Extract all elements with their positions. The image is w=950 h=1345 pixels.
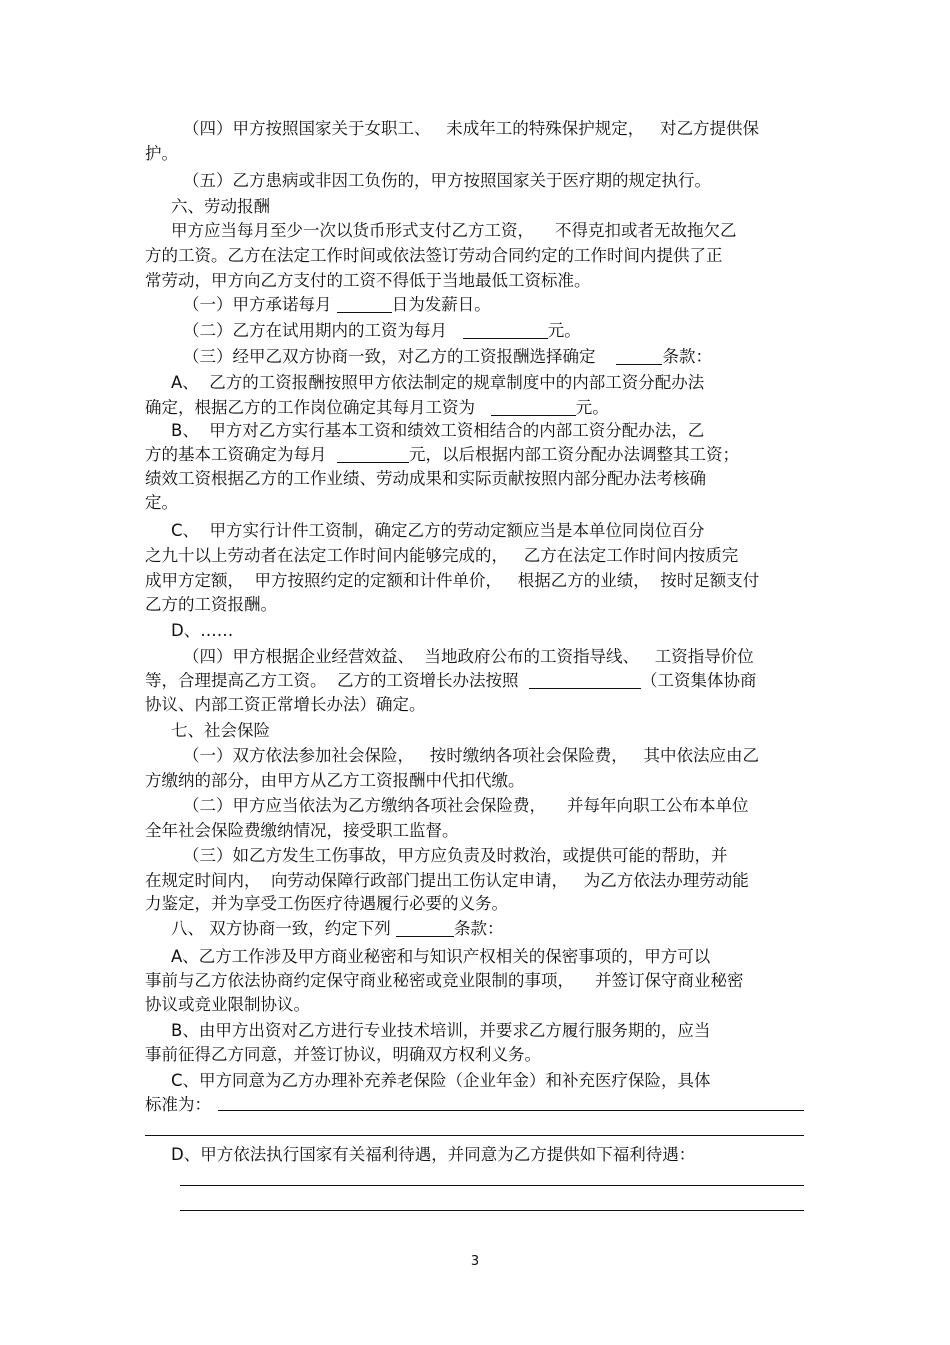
fill-line[interactable] [145,1135,804,1136]
paragraph-line: 乙方的工资报酬。 [145,595,277,614]
fill-blank[interactable] [337,446,409,463]
paragraph-line: 力鉴定，并为享受工伤医疗待遇履行必要的义务。 [145,894,508,913]
fill-line[interactable] [218,1110,804,1111]
paragraph-line: 标准为： [145,1095,211,1114]
section-heading: 六、劳动报酬 [171,197,270,216]
paragraph-line: 绩效工资根据乙方的工作业绩、劳动成果和实际贡献按照内部分配办法考核确 [145,469,706,488]
paragraph-line: （五）乙方患病或非因工负伤的，甲方按照国家关于医疗期的规定执行。 [183,171,711,190]
paragraph-line: C、 甲方实行计件工资制，确定乙方的劳动定额应当是本单位同岗位百分 [171,521,705,540]
paragraph-line: （一）双方依法参加社会保险， 按时缴纳各项社会保险费， 其中依法应由乙 [183,746,759,765]
paragraph-line: 之九十以上劳动者在法定工作时间内能够完成的， 乙方在法定工作时间内按质完 [145,546,739,565]
paragraph-line: B、由甲方出资对乙方进行专业技术培训，并要求乙方履行服务期的，应当 [171,1021,711,1040]
paragraph-line: B、 甲方对乙方实行基本工资和绩效工资相结合的内部工资分配办法，乙 [171,421,705,440]
paragraph-line: 方缴纳的部分，由甲方从乙方工资报酬中代扣代缴。 [145,771,525,790]
fill-blank[interactable] [616,348,662,365]
paragraph-line: A、 乙方的工资报酬按照甲方依法制定的规章制度中的内部工资分配办法 [171,373,705,392]
paragraph-line: （三）经甲乙双方协商一致，对乙方的工资报酬选择确定 条款： [183,347,712,366]
paragraph-line: 协议或竞业限制协议。 [145,995,310,1014]
paragraph-line: 常劳动，甲方向乙方支付的工资不得低于当地最低工资标准。 [145,271,591,290]
paragraph-line: 等，合理提高乙方工资。 乙方的工资增长办法按照 （工资集体协商 [145,671,757,690]
page-number: 3 [470,1254,480,1269]
paragraph-line: （二）甲方应当依法为乙方缴纳各项社会保险费， 并每年向职工公布本单位 [183,796,749,815]
paragraph-line: 成甲方定额， 甲方按照约定的定额和计件单价， 根据乙方的业绩， 按时足额支付 [145,571,760,590]
fill-blank[interactable] [337,296,392,313]
paragraph-line: 协议、内部工资正常增长办法）确定。 [145,695,426,714]
fill-line[interactable] [180,1210,804,1211]
paragraph-line: 在规定时间内， 向劳动保障行政部门提出工伤认定申请， 为乙方依法办理劳动能 [145,871,749,890]
fill-blank[interactable] [396,920,454,937]
paragraph-line: D、甲方依法执行国家有关福利待遇，并同意为乙方提供如下福利待遇： [171,1145,696,1164]
paragraph-line: C、甲方同意为乙方办理补充养老保险（企业年金）和补充医疗保险，具体 [171,1071,711,1090]
fill-blank[interactable] [463,322,548,339]
fill-blank[interactable] [529,672,641,689]
paragraph-line: 全年社会保险费缴纳情况，接受职工监督。 [145,821,459,840]
paragraph-line: （二）乙方在试用期内的工资为每月 元。 [183,321,581,340]
paragraph-line: 方的基本工资确定为每月 元，以后根据内部工资分配办法调整其工资； [145,445,739,464]
section-heading: 八、 双方协商一致，约定下列 条款： [171,919,504,938]
paragraph-line: （四）甲方根据企业经营效益、 当地政府公布的工资指导线、 工资指导价位 [183,647,754,666]
section-heading: 七、社会保险 [171,721,270,740]
paragraph-line: 事前征得乙方同意，并签订协议，明确双方权利义务。 [145,1045,541,1064]
paragraph-line: （三）如乙方发生工伤事故，甲方应负责及时救治，或提供可能的帮助，并 [183,846,728,865]
fill-blank[interactable] [491,399,576,416]
paragraph-line: D、…… [171,621,234,640]
paragraph-line: A、乙方工作涉及甲方商业秘密和与知识产权相关的保密事项的，甲方可以 [171,947,711,966]
paragraph-line: 定。 [145,493,178,512]
paragraph-line: 方的工资。乙方在法定工作时间或依法签订劳动合同约定的工作时间内提供了正 [145,246,723,265]
paragraph-line: （一）甲方承诺每月 日为发薪日。 [183,295,491,314]
paragraph-line: （四）甲方按照国家关于女职工、 未成年工的特殊保护规定， 对乙方提供保 [183,119,759,138]
paragraph-line: 甲方应当每月至少一次以货币形式支付乙方工资， 不得克扣或者无故拖欠乙 [171,221,737,240]
paragraph-line: 护。 [145,144,178,163]
paragraph-line: 确定，根据乙方的工作岗位确定其每月工资为 元。 [145,398,609,417]
paragraph-line: 事前与乙方依法协商约定保守商业秘密或竞业限制的事项， 并签订保守商业秘密 [145,971,744,990]
fill-line[interactable] [180,1185,804,1186]
